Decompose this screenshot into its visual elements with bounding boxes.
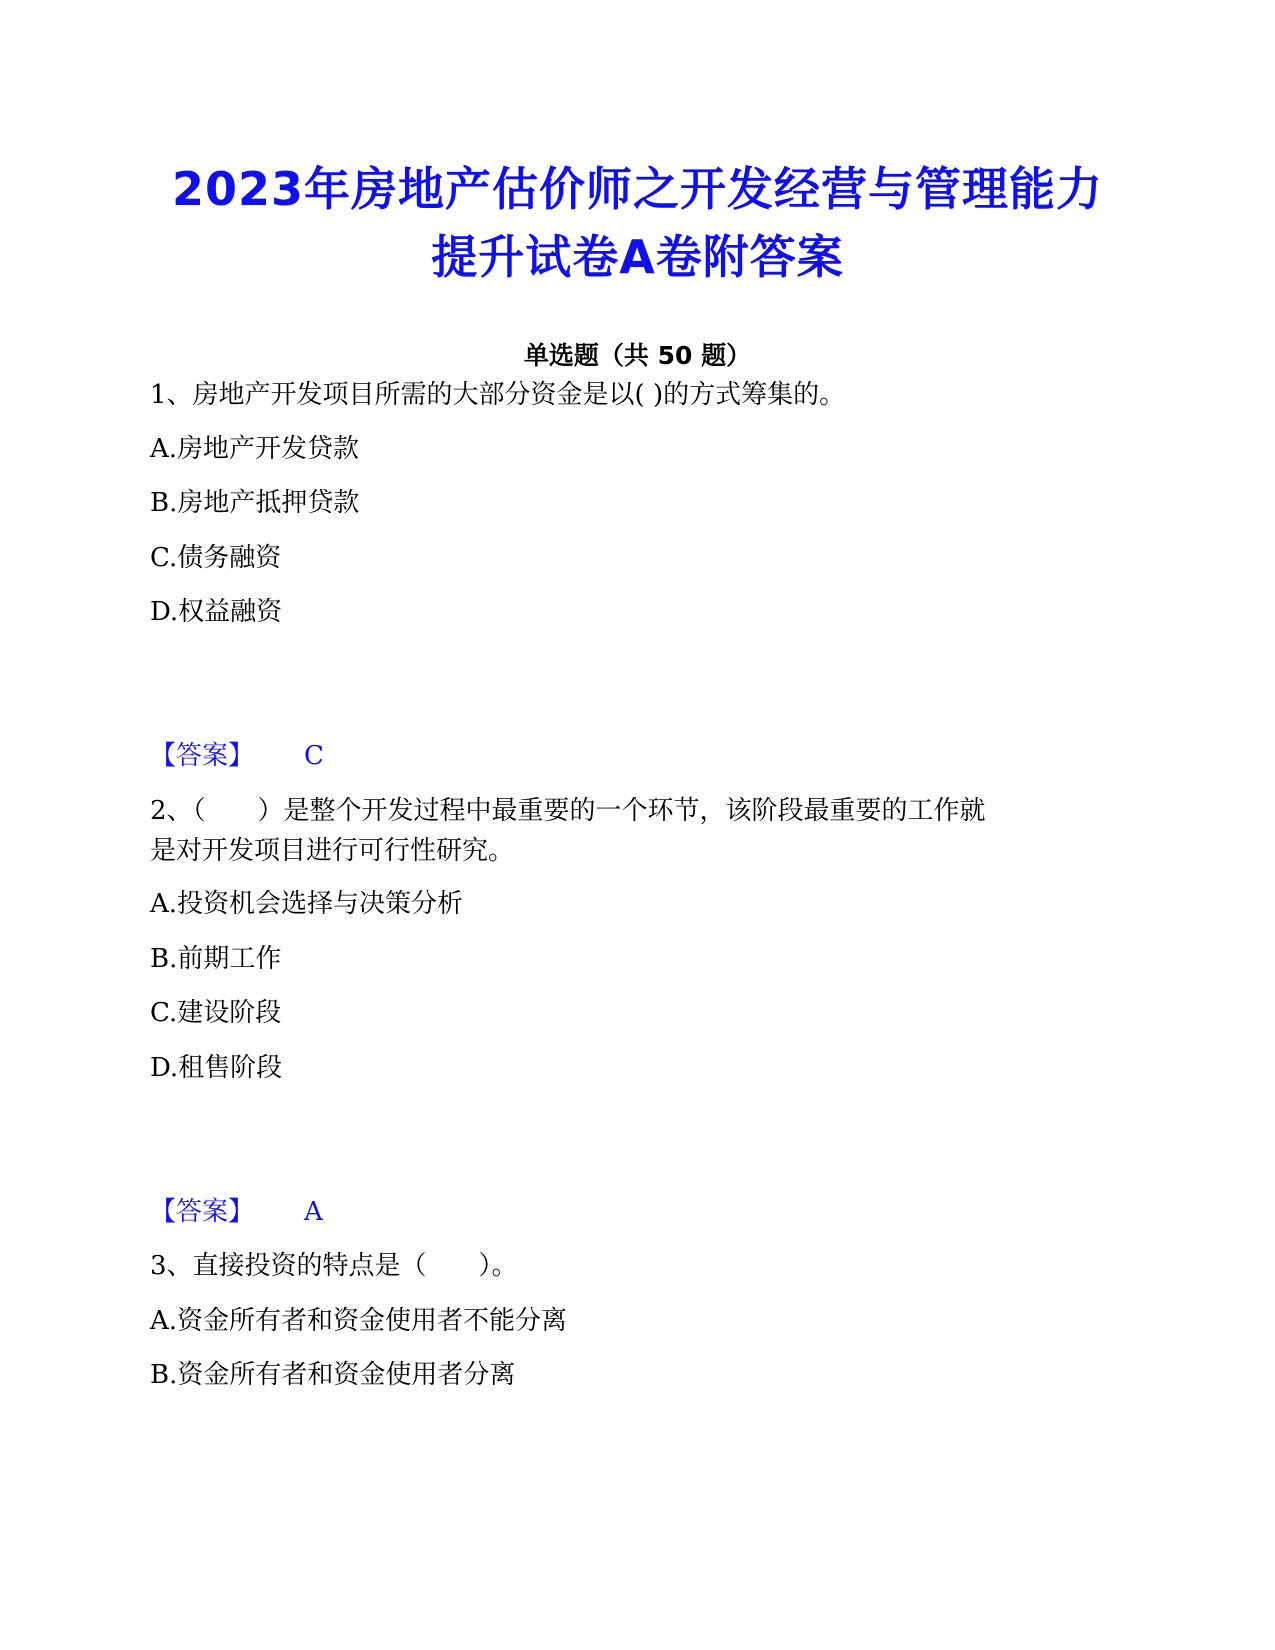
answer-label: 【答案】 xyxy=(150,741,255,771)
answer-label: 【答案】 xyxy=(150,1197,255,1227)
question-2-option-b: B.前期工作 xyxy=(150,944,282,974)
question-2-stem-line-1: 2、（ ）是整个开发过程中最重要的一个环节，该阶段最重要的工作就 xyxy=(150,796,986,826)
answer-value: A xyxy=(304,1197,323,1227)
question-2-option-c: C.建设阶段 xyxy=(150,998,282,1028)
question-3-option-a: A.资金所有者和资金使用者不能分离 xyxy=(150,1306,568,1336)
question-1-option-d: D.权益融资 xyxy=(150,597,283,627)
section-heading: 单选题（共 50 题） xyxy=(523,341,752,370)
document-title-line-1: 2023年房地产估价师之开发经营与管理能力 xyxy=(171,162,1104,216)
answer-value: C xyxy=(304,741,324,771)
question-1-option-c: C.债务融资 xyxy=(150,543,282,573)
question-1-option-b: B.房地产抵押贷款 xyxy=(150,488,360,518)
question-1-option-a: A.房地产开发贷款 xyxy=(150,434,360,464)
question-2-stem-line-2: 是对开发项目进行可行性研究。 xyxy=(150,836,515,866)
question-2-option-a: A.投资机会选择与决策分析 xyxy=(150,889,464,919)
question-1-stem: 1、房地产开发项目所需的大部分资金是以( )的方式筹集的。 xyxy=(150,380,846,410)
question-2-option-d: D.租售阶段 xyxy=(150,1053,283,1083)
document-title-line-2: 提升试卷A卷附答案 xyxy=(431,230,844,284)
question-3-option-b: B.资金所有者和资金使用者分离 xyxy=(150,1360,516,1390)
question-1-answer xyxy=(150,739,324,773)
question-2-answer xyxy=(150,1195,323,1229)
question-3-stem: 3、直接投资的特点是（ ）。 xyxy=(150,1251,518,1281)
